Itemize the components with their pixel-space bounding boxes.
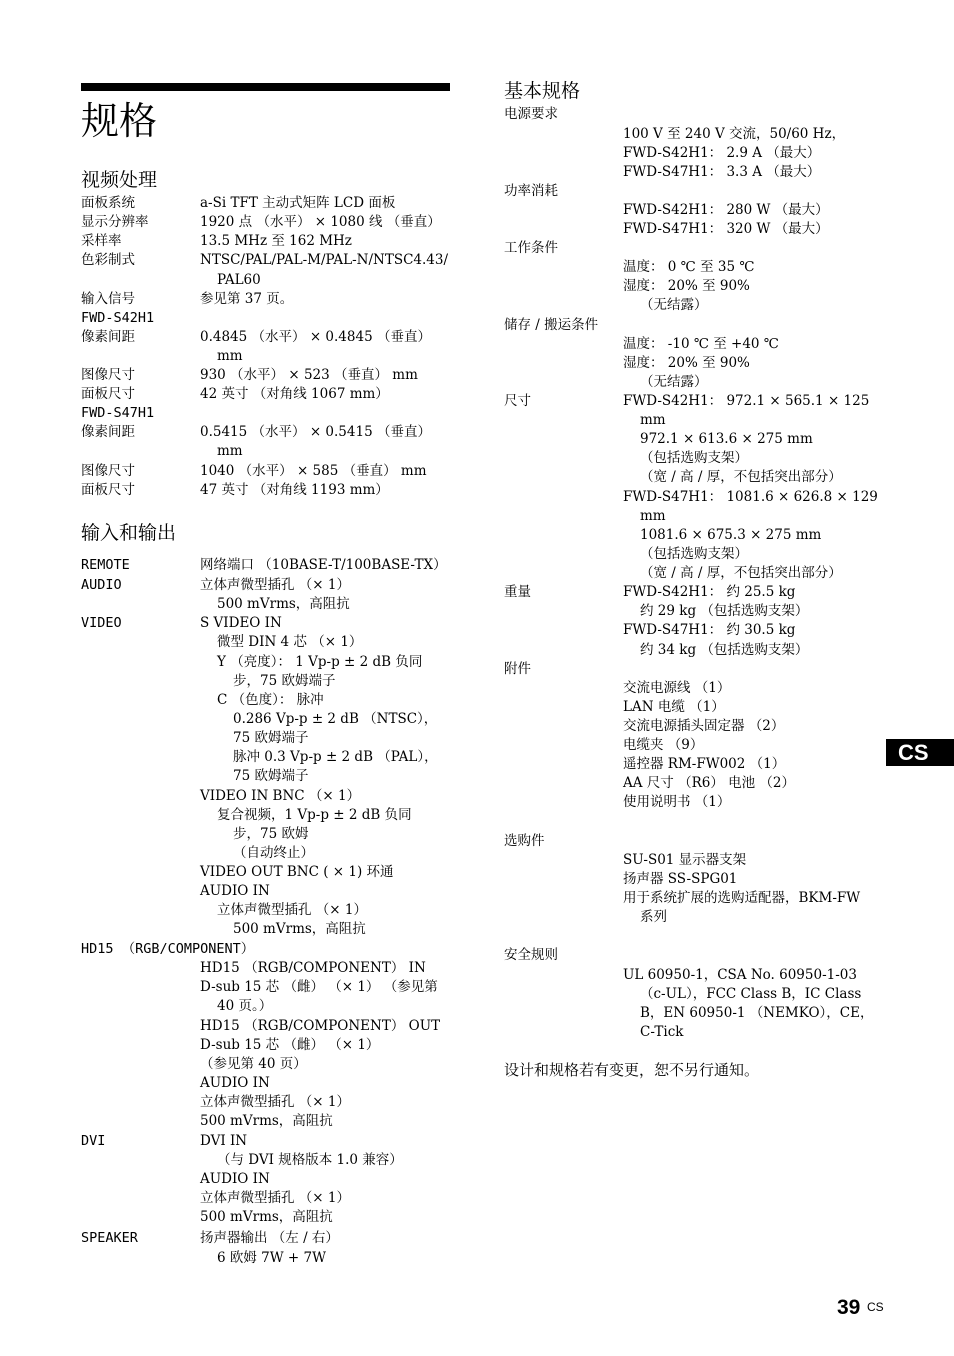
spec-value: 使用说明书 （1） bbox=[623, 794, 731, 810]
section-video-heading: 视频处理 bbox=[81, 169, 158, 191]
spec-value: S VIDEO IN bbox=[200, 615, 282, 631]
spec-value: （参见第 40 页） bbox=[200, 1056, 307, 1072]
spec-value: 湿度： 20% 至 90% bbox=[623, 278, 750, 294]
spec-value: 电缆夹 （9） bbox=[623, 737, 704, 753]
spec-value: FWD-S42H1： 280 W （最大） bbox=[623, 202, 829, 218]
spec-value: （与 DVI 规格版本 1.0 兼容） bbox=[217, 1152, 403, 1168]
spec-value: 47 英寸 （对角线 1193 mm） bbox=[200, 482, 389, 498]
spec-value: AA 尺寸 （R6） 电池 （2） bbox=[623, 775, 796, 791]
spec-label: 色彩制式 bbox=[81, 252, 135, 268]
spec-label: 功率消耗 bbox=[504, 183, 558, 199]
spec-label: 选购件 bbox=[504, 833, 545, 849]
spec-value: C （色度）： 脉冲 bbox=[217, 692, 324, 708]
spec-value: 1081.6 × 675.3 × 275 mm bbox=[640, 527, 822, 543]
spec-value: 972.1 × 613.6 × 275 mm bbox=[640, 431, 813, 447]
spec-value: AUDIO IN bbox=[200, 1075, 270, 1091]
spec-label: AUDIO bbox=[81, 577, 122, 593]
spec-value: （宽 / 高 / 厚，不包括突出部分） bbox=[640, 469, 842, 485]
spec-label: 面板尺寸 bbox=[81, 386, 135, 402]
spec-value: VIDEO OUT BNC ( × 1) 环通 bbox=[200, 864, 394, 880]
spec-value: FWD-S47H1： 3.3 A （最大） bbox=[623, 164, 821, 180]
spec-value: 交流电源线 （1） bbox=[623, 680, 731, 696]
spec-value: mm bbox=[640, 508, 666, 524]
spec-label: 重量 bbox=[504, 584, 531, 600]
spec-value: 遥控器 RM-FW002 （1） bbox=[623, 756, 786, 772]
spec-value: 立体声微型插孔 （× 1） bbox=[200, 577, 350, 593]
spec-label: 面板系统 bbox=[81, 195, 135, 211]
page-title: 规格 bbox=[81, 99, 158, 143]
spec-value: AUDIO IN bbox=[200, 883, 270, 899]
spec-value: 湿度： 20% 至 90% bbox=[623, 355, 750, 371]
spec-value: 交流电源插头固定器 （2） bbox=[623, 718, 785, 734]
spec-value: HD15 （RGB/COMPONENT） IN bbox=[200, 960, 426, 976]
spec-value: 500 mVrms，高阻抗 bbox=[200, 1209, 333, 1225]
spec-value: 立体声微型插孔 （× 1） bbox=[200, 1190, 350, 1206]
spec-value: mm bbox=[217, 348, 243, 364]
spec-value: VIDEO IN BNC （× 1） bbox=[200, 788, 361, 804]
spec-value: 系列 bbox=[640, 909, 667, 925]
spec-value: （无结露） bbox=[640, 374, 708, 390]
spec-label: 尺寸 bbox=[504, 393, 531, 409]
spec-value: 用于系统扩展的选购适配器，BKM-FW bbox=[623, 890, 861, 906]
model-label: FWD-S47H1 bbox=[81, 405, 155, 421]
spec-value: FWD-S47H1： 320 W （最大） bbox=[623, 221, 829, 237]
spec-label: 面板尺寸 bbox=[81, 482, 135, 498]
spec-label: HD15 （RGB/COMPONENT） bbox=[81, 941, 255, 957]
spec-label: 电源要求 bbox=[504, 106, 558, 122]
change-notice: 设计和规格若有变更，恕不另行通知。 bbox=[504, 1061, 760, 1079]
spec-label: 像素间距 bbox=[81, 329, 135, 345]
spec-value: 0.5415 （水平） × 0.5415 （垂直） bbox=[200, 424, 431, 440]
spec-label: 安全规则 bbox=[504, 947, 558, 963]
spec-value: 1920 点 （水平） × 1080 线 （垂直） bbox=[200, 214, 441, 230]
spec-value: SU-S01 显示器支架 bbox=[623, 852, 747, 868]
spec-value: B，EN 60950-1 （NEMKO），CE， bbox=[640, 1005, 874, 1021]
spec-value: FWD-S47H1： 约 30.5 kg bbox=[623, 622, 796, 638]
spec-label: REMOTE bbox=[81, 557, 130, 573]
page-number: 39 bbox=[837, 1296, 861, 1319]
spec-value: 网络端口 （10BASE-T/100BASE-TX） bbox=[200, 557, 447, 573]
spec-value: （宽 / 高 / 厚，不包括突出部分） bbox=[640, 565, 842, 581]
spec-value: FWD-S42H1： 2.9 A （最大） bbox=[623, 145, 821, 161]
spec-value: 微型 DIN 4 芯 （× 1） bbox=[217, 634, 363, 650]
spec-value: a-Si TFT 主动式矩阵 LCD 面板 bbox=[200, 195, 396, 211]
spec-label: 图像尺寸 bbox=[81, 463, 135, 479]
spec-value: 扬声器 SS-SPG01 bbox=[623, 871, 738, 887]
spec-label: 输入信号 bbox=[81, 291, 135, 307]
language-tab: CS bbox=[886, 739, 954, 766]
spec-label: 工作条件 bbox=[504, 240, 558, 256]
spec-value: HD15 （RGB/COMPONENT） OUT bbox=[200, 1018, 441, 1034]
spec-value: D-sub 15 芯 （雌） （× 1） bbox=[200, 1037, 380, 1053]
spec-value: 参见第 37 页。 bbox=[200, 291, 294, 307]
spec-value: 500 mVrms，高阻抗 bbox=[200, 1113, 333, 1129]
spec-value: 500 mVrms，高阻抗 bbox=[217, 596, 350, 612]
spec-value: 步，75 欧姆端子 bbox=[233, 673, 336, 689]
spec-value: （c-UL），FCC Class B，IC Class bbox=[640, 986, 862, 1002]
spec-value: 0.286 Vp-p ± 2 dB （NTSC）， bbox=[233, 711, 438, 727]
spec-value: FWD-S42H1： 约 25.5 kg bbox=[623, 584, 796, 600]
spec-value: AUDIO IN bbox=[200, 1171, 270, 1187]
spec-value: Y （亮度）： 1 Vp-p ± 2 dB 负同 bbox=[217, 654, 423, 670]
spec-value: D-sub 15 芯 （雌） （× 1） （参见第 bbox=[200, 979, 438, 995]
spec-value: 930 （水平） × 523 （垂直） mm bbox=[200, 367, 418, 383]
spec-value: （包括选购支架） bbox=[640, 546, 748, 562]
spec-value: DVI IN bbox=[200, 1133, 248, 1149]
spec-value: C-Tick bbox=[640, 1024, 684, 1040]
spec-value: PAL60 bbox=[217, 272, 261, 288]
spec-label: 图像尺寸 bbox=[81, 367, 135, 383]
spec-label: 储存 / 搬运条件 bbox=[504, 317, 599, 333]
page-number-suffix: CS bbox=[867, 1300, 884, 1314]
spec-value: 扬声器输出 （左 / 右） bbox=[200, 1230, 339, 1246]
spec-value: 6 欧姆 7W + 7W bbox=[217, 1250, 326, 1266]
spec-value: 75 欧姆端子 bbox=[233, 768, 309, 784]
spec-value: （无结露） bbox=[640, 297, 708, 313]
spec-value: 75 欧姆端子 bbox=[233, 730, 309, 746]
spec-value: 42 英寸 （对角线 1067 mm） bbox=[200, 386, 389, 402]
spec-value: 步，75 欧姆 bbox=[233, 826, 309, 842]
spec-value: FWD-S47H1： 1081.6 × 626.8 × 129 bbox=[623, 489, 878, 505]
spec-value: 温度： 0 ℃ 至 35 ℃ bbox=[623, 259, 755, 275]
spec-value: NTSC/PAL/PAL-M/PAL-N/NTSC4.43/ bbox=[200, 252, 449, 268]
spec-label: 附件 bbox=[504, 661, 531, 677]
spec-value: 13.5 MHz 至 162 MHz bbox=[200, 233, 352, 249]
spec-value: mm bbox=[217, 443, 243, 459]
spec-value: 0.4845 （水平） × 0.4845 （垂直） bbox=[200, 329, 431, 345]
spec-value: （包括选购支架） bbox=[640, 450, 748, 466]
spec-value: 温度： -10 ℃ 至 +40 ℃ bbox=[623, 336, 779, 352]
title-rule bbox=[81, 83, 450, 91]
section-io-heading: 输入和输出 bbox=[81, 522, 177, 544]
spec-label: 采样率 bbox=[81, 233, 122, 249]
spec-label: DVI bbox=[81, 1133, 106, 1149]
spec-value: 约 29 kg （包括选购支架） bbox=[640, 603, 809, 619]
spec-value: 1040 （水平） × 585 （垂直） mm bbox=[200, 463, 427, 479]
spec-value: UL 60950-1，CSA No. 60950-1-03 bbox=[623, 967, 857, 983]
spec-label: 像素间距 bbox=[81, 424, 135, 440]
spec-value: LAN 电缆 （1） bbox=[623, 699, 725, 715]
spec-value: 立体声微型插孔 （× 1） bbox=[217, 902, 367, 918]
spec-label: 显示分辨率 bbox=[81, 214, 149, 230]
spec-label: VIDEO bbox=[81, 615, 122, 631]
spec-value: （自动终止） bbox=[233, 845, 314, 861]
spec-value: 100 V 至 240 V 交流，50/60 Hz， bbox=[623, 126, 846, 142]
model-label: FWD-S42H1 bbox=[81, 310, 155, 326]
section-basic-heading: 基本规格 bbox=[504, 80, 581, 102]
spec-value: FWD-S42H1： 972.1 × 565.1 × 125 bbox=[623, 393, 870, 409]
spec-label: SPEAKER bbox=[81, 1230, 138, 1246]
spec-value: 脉冲 0.3 Vp-p ± 2 dB （PAL）， bbox=[233, 749, 438, 765]
spec-value: 40 页。） bbox=[217, 998, 273, 1014]
spec-value: 复合视频，1 Vp-p ± 2 dB 负同 bbox=[217, 807, 412, 823]
spec-value: 立体声微型插孔 （× 1） bbox=[200, 1094, 350, 1110]
spec-value: mm bbox=[640, 412, 666, 428]
spec-value: 约 34 kg （包括选购支架） bbox=[640, 642, 809, 658]
spec-value: 500 mVrms，高阻抗 bbox=[233, 921, 366, 937]
